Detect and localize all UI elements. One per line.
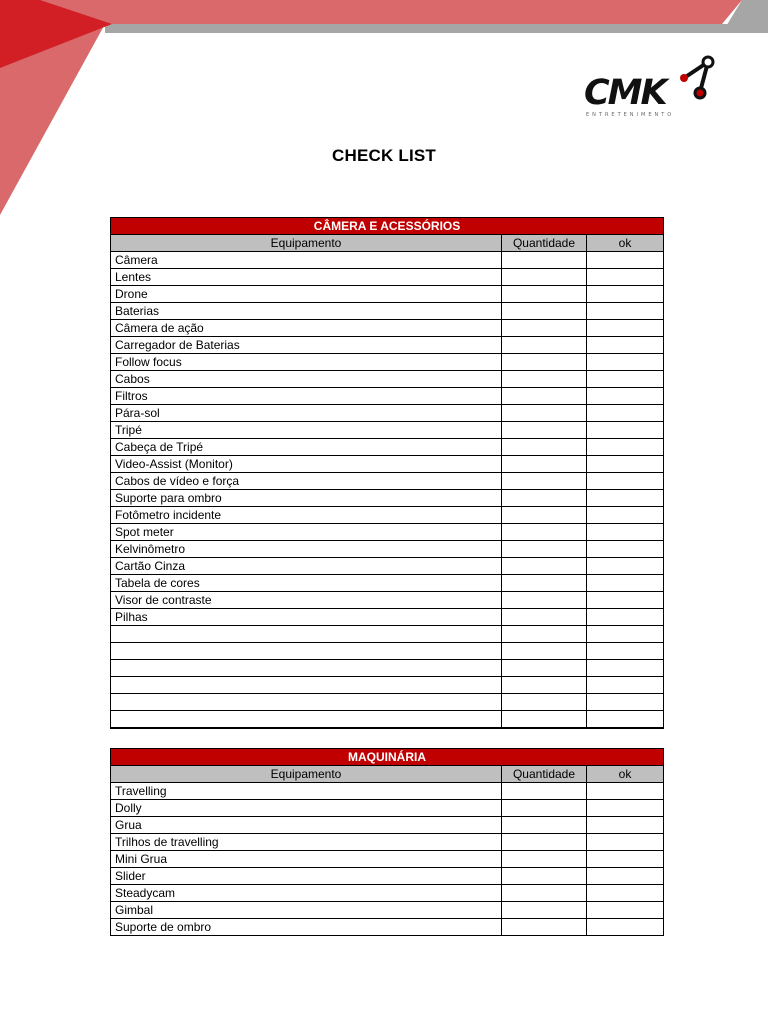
equipment-cell: Video-Assist (Monitor) bbox=[111, 456, 502, 473]
equipment-cell bbox=[111, 660, 502, 677]
quantity-cell[interactable] bbox=[502, 473, 587, 490]
ok-checkbox-cell[interactable] bbox=[587, 626, 664, 643]
ok-checkbox-cell[interactable] bbox=[587, 439, 664, 456]
table-row bbox=[111, 371, 664, 388]
ok-checkbox-cell[interactable] bbox=[587, 834, 664, 851]
ok-checkbox-cell[interactable] bbox=[587, 422, 664, 439]
equipment-cell: Mini Grua bbox=[111, 851, 502, 868]
quantity-cell[interactable] bbox=[502, 422, 587, 439]
quantity-cell[interactable] bbox=[502, 626, 587, 643]
quantity-cell[interactable] bbox=[502, 783, 587, 800]
table-row bbox=[111, 286, 664, 303]
ok-checkbox-cell[interactable] bbox=[587, 456, 664, 473]
equipment-cell: Steadycam bbox=[111, 885, 502, 902]
equipment-cell: Grua bbox=[111, 817, 502, 834]
equipment-cell: Slider bbox=[111, 868, 502, 885]
column-header-quantity: Quantidade bbox=[502, 235, 587, 252]
table-row bbox=[111, 609, 664, 626]
ok-checkbox-cell[interactable] bbox=[587, 851, 664, 868]
logo-node bbox=[703, 57, 713, 67]
ok-checkbox-cell[interactable] bbox=[587, 902, 664, 919]
equipment-cell: Trilhos de travelling bbox=[111, 834, 502, 851]
ok-checkbox-cell[interactable] bbox=[587, 677, 664, 694]
ok-checkbox-cell[interactable] bbox=[587, 320, 664, 337]
table-row bbox=[111, 558, 664, 575]
equipment-cell bbox=[111, 711, 502, 729]
quantity-cell[interactable] bbox=[502, 388, 587, 405]
table-row bbox=[111, 269, 664, 286]
quantity-cell[interactable] bbox=[502, 439, 587, 456]
ok-checkbox-cell[interactable] bbox=[587, 711, 664, 729]
table-row bbox=[111, 337, 664, 354]
quantity-cell[interactable] bbox=[502, 885, 587, 902]
quantity-cell[interactable] bbox=[502, 919, 587, 936]
quantity-cell[interactable] bbox=[502, 371, 587, 388]
quantity-cell[interactable] bbox=[502, 592, 587, 609]
table-row bbox=[111, 252, 664, 269]
quantity-cell[interactable] bbox=[502, 851, 587, 868]
section-header-row bbox=[111, 749, 664, 766]
table-row bbox=[111, 711, 664, 729]
ok-checkbox-cell[interactable] bbox=[587, 473, 664, 490]
equipment-cell: Cabos de vídeo e força bbox=[111, 473, 502, 490]
equipment-cell: Carregador de Baterias bbox=[111, 337, 502, 354]
quantity-cell[interactable] bbox=[502, 643, 587, 660]
ok-checkbox-cell[interactable] bbox=[587, 558, 664, 575]
quantity-cell[interactable] bbox=[502, 575, 587, 592]
equipment-cell: Tabela de cores bbox=[111, 575, 502, 592]
ok-checkbox-cell[interactable] bbox=[587, 541, 664, 558]
column-header-quantity: Quantidade bbox=[502, 766, 587, 783]
table-row bbox=[111, 439, 664, 456]
section-title: MAQUINÁRIA bbox=[111, 749, 664, 766]
ok-checkbox-cell[interactable] bbox=[587, 660, 664, 677]
ok-checkbox-cell[interactable] bbox=[587, 405, 664, 422]
ok-checkbox-cell[interactable] bbox=[587, 609, 664, 626]
ok-checkbox-cell[interactable] bbox=[587, 575, 664, 592]
ok-checkbox-cell[interactable] bbox=[587, 269, 664, 286]
table-row bbox=[111, 473, 664, 490]
column-header-row bbox=[111, 235, 664, 252]
quantity-cell[interactable] bbox=[502, 677, 587, 694]
ok-checkbox-cell[interactable] bbox=[587, 286, 664, 303]
quantity-cell[interactable] bbox=[502, 252, 587, 269]
ok-checkbox-cell[interactable] bbox=[587, 337, 664, 354]
ok-checkbox-cell[interactable] bbox=[587, 252, 664, 269]
section-header-row bbox=[111, 218, 664, 235]
ok-checkbox-cell[interactable] bbox=[587, 354, 664, 371]
table-row bbox=[111, 507, 664, 524]
table-row bbox=[111, 575, 664, 592]
ok-checkbox-cell[interactable] bbox=[587, 524, 664, 541]
equipment-cell bbox=[111, 677, 502, 694]
equipment-cell: Câmera bbox=[111, 252, 502, 269]
equipment-cell: Pilhas bbox=[111, 609, 502, 626]
table-row bbox=[111, 851, 664, 868]
quantity-cell[interactable] bbox=[502, 490, 587, 507]
quantity-cell[interactable] bbox=[502, 711, 587, 729]
checklist-table-machinery bbox=[110, 748, 664, 936]
equipment-cell: Pára-sol bbox=[111, 405, 502, 422]
ok-checkbox-cell[interactable] bbox=[587, 694, 664, 711]
quantity-cell[interactable] bbox=[502, 694, 587, 711]
table-row bbox=[111, 592, 664, 609]
quantity-cell[interactable] bbox=[502, 286, 587, 303]
ok-checkbox-cell[interactable] bbox=[587, 592, 664, 609]
quantity-cell[interactable] bbox=[502, 507, 587, 524]
equipment-cell: Baterias bbox=[111, 303, 502, 320]
quantity-cell[interactable] bbox=[502, 541, 587, 558]
ok-checkbox-cell[interactable] bbox=[587, 885, 664, 902]
equipment-cell: Cabeça de Tripé bbox=[111, 439, 502, 456]
table-row bbox=[111, 456, 664, 473]
column-header-equipment: Equipamento bbox=[111, 235, 502, 252]
equipment-cell bbox=[111, 626, 502, 643]
table-row bbox=[111, 817, 664, 834]
quantity-cell[interactable] bbox=[502, 834, 587, 851]
page-title: CHECK LIST bbox=[332, 146, 436, 165]
equipment-cell: Cabos bbox=[111, 371, 502, 388]
checklist-table-camera bbox=[110, 217, 664, 729]
table-row bbox=[111, 490, 664, 507]
table-row bbox=[111, 834, 664, 851]
quantity-cell[interactable] bbox=[502, 354, 587, 371]
quantity-cell[interactable] bbox=[502, 456, 587, 473]
equipment-cell: Fotômetro incidente bbox=[111, 507, 502, 524]
quantity-cell[interactable] bbox=[502, 558, 587, 575]
section-title: CÂMERA E ACESSÓRIOS bbox=[111, 218, 664, 235]
equipment-cell: Câmera de ação bbox=[111, 320, 502, 337]
table-row bbox=[111, 902, 664, 919]
table-row bbox=[111, 677, 664, 694]
quantity-cell[interactable] bbox=[502, 337, 587, 354]
table-row bbox=[111, 885, 664, 902]
table-row bbox=[111, 320, 664, 337]
quantity-cell[interactable] bbox=[502, 405, 587, 422]
ok-checkbox-cell[interactable] bbox=[587, 388, 664, 405]
logo-text: CMK bbox=[584, 73, 666, 113]
quantity-cell[interactable] bbox=[502, 609, 587, 626]
ok-checkbox-cell[interactable] bbox=[587, 371, 664, 388]
table-row bbox=[111, 388, 664, 405]
table-row bbox=[111, 541, 664, 558]
equipment-cell: Travelling bbox=[111, 783, 502, 800]
equipment-cell: Lentes bbox=[111, 269, 502, 286]
equipment-cell: Suporte de ombro bbox=[111, 919, 502, 936]
equipment-cell: Suporte para ombro bbox=[111, 490, 502, 507]
table-row bbox=[111, 660, 664, 677]
equipment-cell: Spot meter bbox=[111, 524, 502, 541]
quantity-cell[interactable] bbox=[502, 817, 587, 834]
table-row bbox=[111, 783, 664, 800]
equipment-cell bbox=[111, 643, 502, 660]
table-row bbox=[111, 919, 664, 936]
quantity-cell[interactable] bbox=[502, 868, 587, 885]
table-row bbox=[111, 868, 664, 885]
equipment-cell: Filtros bbox=[111, 388, 502, 405]
gray-stripe bbox=[105, 24, 768, 33]
equipment-cell: Follow focus bbox=[111, 354, 502, 371]
column-header-ok: ok bbox=[587, 235, 664, 252]
ok-checkbox-cell[interactable] bbox=[587, 490, 664, 507]
ok-checkbox-cell[interactable] bbox=[587, 868, 664, 885]
quantity-cell[interactable] bbox=[502, 303, 587, 320]
ok-checkbox-cell[interactable] bbox=[587, 303, 664, 320]
column-header-ok: ok bbox=[587, 766, 664, 783]
table-row bbox=[111, 694, 664, 711]
ok-checkbox-cell[interactable] bbox=[587, 783, 664, 800]
table-row bbox=[111, 524, 664, 541]
ok-checkbox-cell[interactable] bbox=[587, 800, 664, 817]
column-header-row bbox=[111, 766, 664, 783]
equipment-cell: Visor de contraste bbox=[111, 592, 502, 609]
ok-checkbox-cell[interactable] bbox=[587, 817, 664, 834]
equipment-cell: Gimbal bbox=[111, 902, 502, 919]
quantity-cell[interactable] bbox=[502, 269, 587, 286]
ok-checkbox-cell[interactable] bbox=[587, 507, 664, 524]
ok-checkbox-cell[interactable] bbox=[587, 919, 664, 936]
quantity-cell[interactable] bbox=[502, 320, 587, 337]
cmk-logo bbox=[580, 50, 725, 120]
ok-checkbox-cell[interactable] bbox=[587, 643, 664, 660]
logo-tagline: ENTRETENIMENTO bbox=[586, 112, 675, 118]
logo-node bbox=[680, 74, 688, 82]
column-header-equipment: Equipamento bbox=[111, 766, 502, 783]
equipment-cell: Cartão Cinza bbox=[111, 558, 502, 575]
equipment-cell: Dolly bbox=[111, 800, 502, 817]
table-row bbox=[111, 422, 664, 439]
equipment-cell: Tripé bbox=[111, 422, 502, 439]
quantity-cell[interactable] bbox=[502, 800, 587, 817]
quantity-cell[interactable] bbox=[502, 524, 587, 541]
equipment-cell: Kelvinômetro bbox=[111, 541, 502, 558]
quantity-cell[interactable] bbox=[502, 660, 587, 677]
equipment-cell bbox=[111, 694, 502, 711]
table-row bbox=[111, 354, 664, 371]
logo-node bbox=[695, 88, 705, 98]
quantity-cell[interactable] bbox=[502, 902, 587, 919]
table-row bbox=[111, 405, 664, 422]
table-row bbox=[111, 643, 664, 660]
table-row bbox=[111, 626, 664, 643]
equipment-cell: Drone bbox=[111, 286, 502, 303]
table-row bbox=[111, 303, 664, 320]
table-row bbox=[111, 800, 664, 817]
